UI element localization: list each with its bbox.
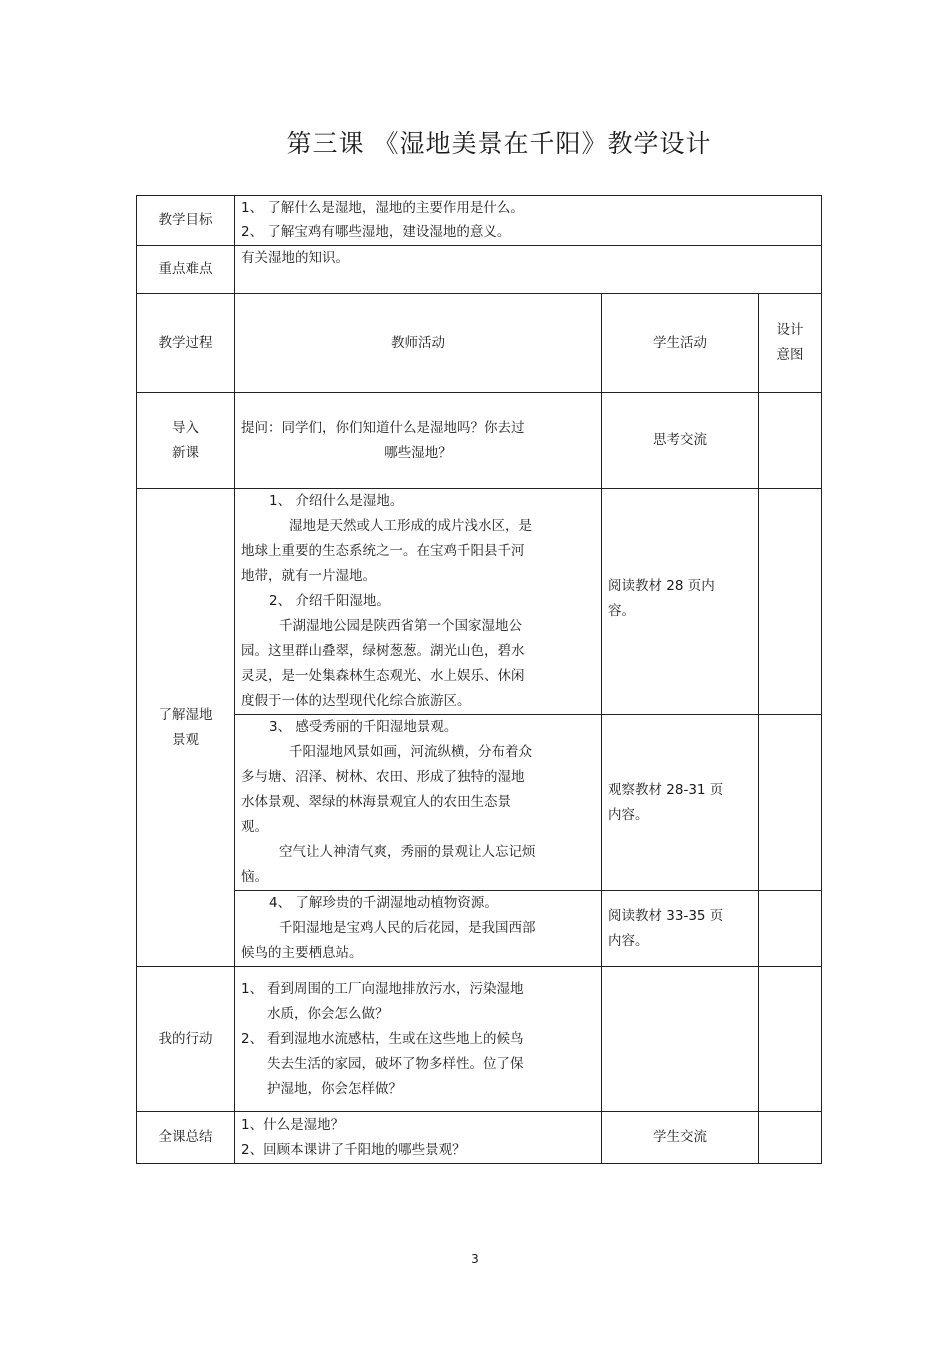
action-teacher: [235, 967, 602, 1112]
header-student: 学生活动: [602, 294, 759, 393]
action-item-2-number: 2、: [241, 1030, 264, 1047]
row-goals: [137, 196, 822, 246]
row-learn-1: [137, 489, 822, 715]
learn-b3-line-1: 千阳湿地是宝鸡人民的后花园，是我国西部: [279, 920, 536, 936]
row-key-points: [137, 246, 822, 294]
action-label: 我的行动: [137, 967, 235, 1112]
action-item-2-line-1: 看到湿地水流感枯，生或在这些地上的候鸟: [267, 1030, 524, 1047]
lesson-plan-table: [136, 195, 822, 1164]
goals-label: 教学目标: [137, 196, 235, 246]
header-design: [759, 294, 822, 393]
learn-student-2-line-2: 内容。: [608, 806, 649, 823]
action-student: [602, 967, 759, 1112]
learn-heading-2: 2、 介绍千阳湿地。: [269, 593, 390, 609]
learn-heading-1: 1、 介绍什么是湿地。: [269, 493, 404, 509]
learn-student-2: [602, 715, 759, 891]
learn-heading-4: 4、 了解珍贵的千湖湿地动植物资源。: [269, 895, 498, 911]
learn-b2-p1-line-3: 水体景观、翠绿的林海景观宜人的农田生态景: [241, 794, 511, 810]
intro-teacher: [235, 393, 602, 489]
learn-b2-p2-line-2: 恼。: [241, 869, 268, 885]
intro-label-line-1: 导入: [172, 419, 199, 436]
learn-b3-line-2: 候鸟的主要栖息站。: [241, 945, 363, 961]
row-action: [137, 967, 822, 1112]
learn-student-2-line-1: 观察教材 28-31 页: [608, 781, 724, 798]
learn-heading-3: 3、 感受秀丽的千阳湿地景观。: [269, 719, 458, 735]
learn-p1-line-2: 地球上重要的生态系统之一。在宝鸡千阳县千河: [241, 543, 525, 559]
learn-p2-line-2: 园。这里群山叠翠，绿树葱葱。湖光山色，碧水: [241, 643, 525, 659]
goal-item-2: 2、 了解宝鸡有哪些湿地，建设湿地的意义。: [241, 224, 511, 240]
action-item-1-line-2: 水质，你会怎么做？: [267, 1005, 389, 1022]
learn-label: [137, 489, 235, 967]
intro-teacher-line-2: 哪些湿地？: [384, 444, 452, 461]
learn-b2-p1-line-4: 观。: [241, 819, 268, 835]
intro-label-line-2: 新课: [172, 444, 199, 461]
learn-student-3-line-2: 内容。: [608, 932, 649, 949]
summary-item-1: 1、什么是湿地？: [241, 1116, 345, 1133]
intro-design: [759, 393, 822, 489]
row-header: [137, 294, 822, 393]
learn-student-1-line-1: 阅读教材 28 页内: [608, 578, 715, 594]
goals-content: [235, 196, 822, 246]
learn-design-2: [759, 715, 822, 891]
learn-b2-p1-line-1: 千阳湿地风景如画，河流纵横，分布着众: [289, 744, 532, 760]
action-item-2-line-2: 失去生活的家园，破坏了物多样性。位了保: [267, 1055, 524, 1072]
action-design: [759, 967, 822, 1112]
key-points-text: 有关湿地的知识。: [235, 246, 822, 294]
header-design-line-2: 意图: [776, 347, 804, 363]
intro-teacher-line-1: 提问：同学们，你们知道什么是湿地吗？你去过: [241, 419, 525, 436]
learn-teacher-2: [235, 715, 602, 891]
learn-student-3-line-1: 阅读教材 33-35 页: [608, 907, 724, 924]
page-title: 第三课 《湿地美景在千阳》教学设计: [286, 129, 712, 158]
summary-student: 学生交流: [602, 1112, 759, 1164]
row-summary: [137, 1112, 822, 1164]
learn-label-line-1: 了解湿地: [158, 706, 213, 723]
learn-b2-p1-line-2: 多与塘、沼泽、树林、农田、形成了独特的湿地: [241, 769, 525, 785]
summary-design: [759, 1112, 822, 1164]
row-intro: [137, 393, 822, 489]
action-item-1-number: 1、: [241, 980, 264, 997]
action-item-2: [241, 1027, 595, 1102]
learn-p2-line-3: 灵灵，是一处集森林生态观光、水上娱乐、休闲: [241, 668, 525, 684]
header-design-line-1: 设计: [776, 322, 804, 338]
learn-p1-line-1: 湿地是天然或人工形成的成片浅水区，是: [289, 518, 532, 534]
page-number: 3: [471, 1252, 479, 1266]
action-item-1-line-1: 看到周围的工厂向湿地排放污水，污染湿地: [267, 980, 524, 997]
learn-student-1-line-2: 容。: [608, 603, 635, 619]
learn-teacher-3: [235, 891, 602, 967]
learn-teacher-1: [235, 489, 602, 715]
action-item-1: [241, 977, 595, 1027]
summary-teacher: [235, 1112, 602, 1164]
action-item-2-line-3: 护湿地，你会怎样做？: [267, 1080, 402, 1097]
row-learn-3: [137, 891, 822, 967]
intro-student: 思考交流: [602, 393, 759, 489]
learn-student-3: [602, 891, 759, 967]
summary-label: 全课总结: [137, 1112, 235, 1164]
row-learn-2: [137, 715, 822, 891]
learn-b2-p2-line-1: 空气让人神清气爽，秀丽的景观让人忘记烦: [279, 844, 536, 860]
goal-item-1: 1、 了解什么是湿地，湿地的主要作用是什么。: [241, 200, 524, 216]
header-teacher: 教师活动: [235, 294, 602, 393]
learn-design-1: [759, 489, 822, 715]
intro-label: [137, 393, 235, 489]
learn-p1-line-3: 地带，就有一片湿地。: [241, 568, 376, 584]
learn-design-3: [759, 891, 822, 967]
learn-p2-line-1: 千湖湿地公园是陕西省第一个国家湿地公: [279, 618, 522, 634]
key-points-label: 重点难点: [137, 246, 235, 294]
learn-student-1: [602, 489, 759, 715]
summary-item-2: 2、回顾本课讲了千阳地的哪些景观？: [241, 1141, 466, 1158]
learn-label-line-2: 景观: [172, 731, 199, 748]
learn-p2-line-4: 度假于一体的达型现代化综合旅游区。: [241, 693, 471, 709]
header-process: 教学过程: [137, 294, 235, 393]
